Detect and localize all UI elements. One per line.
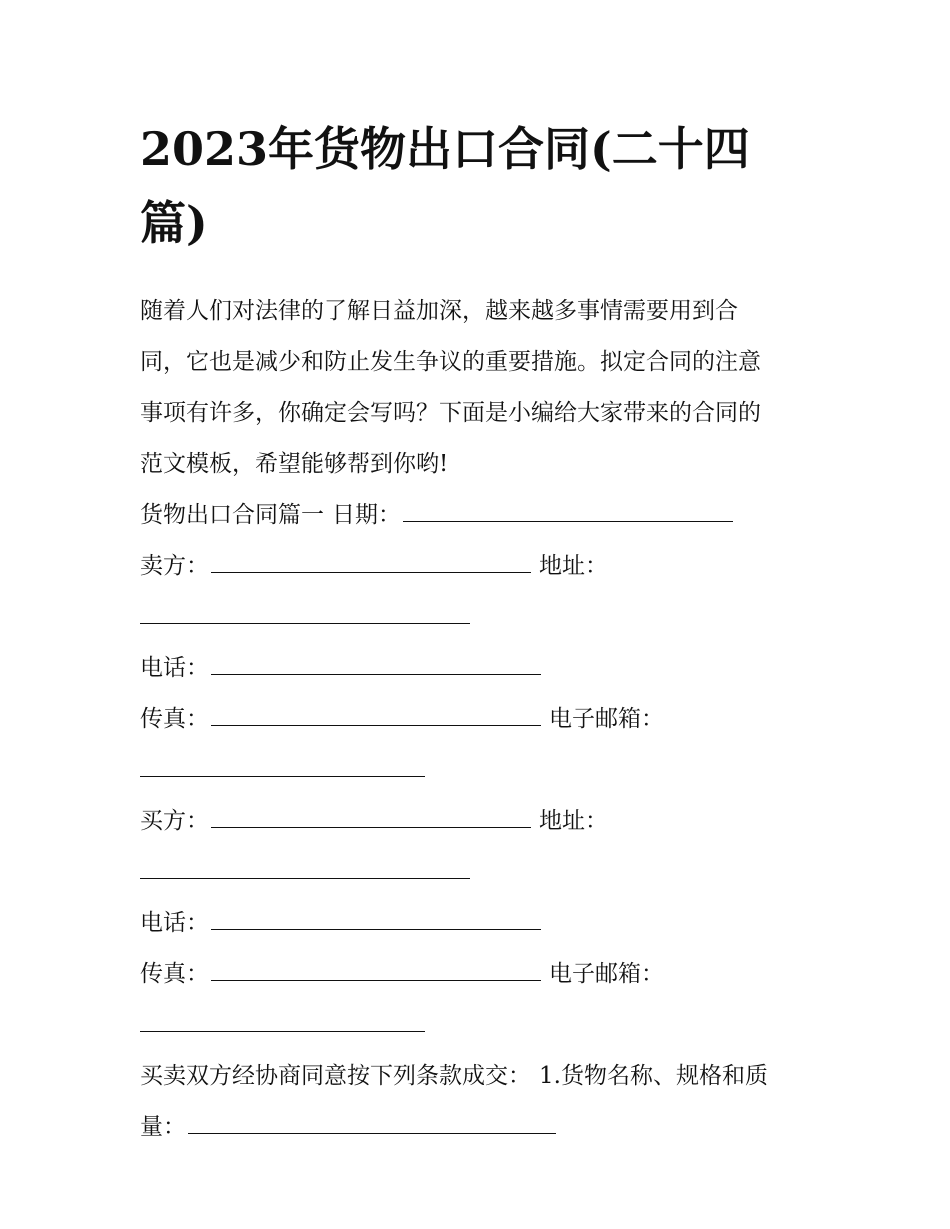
section-date-line <box>140 490 810 541</box>
intro-paragraph <box>140 286 810 490</box>
document-title: 2023年货物出口合同(二十四篇) <box>140 122 750 250</box>
seller-email-blank <box>140 756 425 777</box>
seller-fax-blank <box>211 705 541 726</box>
terms-line <box>140 1051 810 1102</box>
seller-label: 卖方： <box>140 553 209 579</box>
buyer-email-blank <box>140 1011 425 1032</box>
clause-1-label: 量： <box>140 1114 186 1140</box>
seller-phone-line <box>140 643 810 694</box>
seller-phone-label: 电话： <box>140 655 209 681</box>
seller-fax-line <box>140 694 810 745</box>
seller-phone-blank <box>211 654 541 675</box>
clause-1-blank <box>188 1113 556 1134</box>
buyer-phone-line <box>140 898 810 949</box>
buyer-fax-label: 传真： <box>140 961 209 987</box>
seller-address-blank <box>140 603 470 624</box>
buyer-address-blank <box>140 858 470 879</box>
seller-address-line <box>140 592 810 643</box>
seller-fax-label: 传真： <box>140 706 209 732</box>
intro-line: 事项有许多，你确定会写吗？下面是小编给大家带来的合同的 <box>140 400 761 426</box>
seller-address-label: 地址： <box>539 553 608 579</box>
seller-line <box>140 541 810 592</box>
seller-email-line <box>140 745 810 796</box>
buyer-name-blank <box>211 807 531 828</box>
buyer-phone-blank <box>211 909 541 930</box>
buyer-phone-label: 电话： <box>140 910 209 936</box>
buyer-line <box>140 796 810 847</box>
date-label: 日期： <box>332 502 401 528</box>
terms-intro: 买卖双方经协商同意按下列条款成交： <box>140 1063 531 1089</box>
buyer-label: 买方： <box>140 808 209 834</box>
buyer-email-line <box>140 1000 810 1051</box>
section-heading: 货物出口合同篇一 <box>140 502 324 528</box>
buyer-fax-line <box>140 949 810 1000</box>
intro-line: 同，它也是减少和防止发生争议的重要措施。拟定合同的注意 <box>140 349 761 375</box>
buyer-fax-blank <box>211 960 541 981</box>
seller-name-blank <box>211 552 531 573</box>
buyer-address-label: 地址： <box>539 808 608 834</box>
date-blank <box>403 501 733 522</box>
intro-line: 随着人们对法律的了解日益加深，越来越多事情需要用到合 <box>140 298 738 324</box>
seller-email-label: 电子邮箱： <box>549 706 664 732</box>
buyer-address-line <box>140 847 810 898</box>
intro-line: 范文模板，希望能够帮到你哟! <box>140 451 449 477</box>
clause-1-line <box>140 1102 810 1153</box>
buyer-email-label: 电子邮箱： <box>549 961 664 987</box>
clause-1-heading: 1.货物名称、规格和质 <box>539 1063 768 1089</box>
